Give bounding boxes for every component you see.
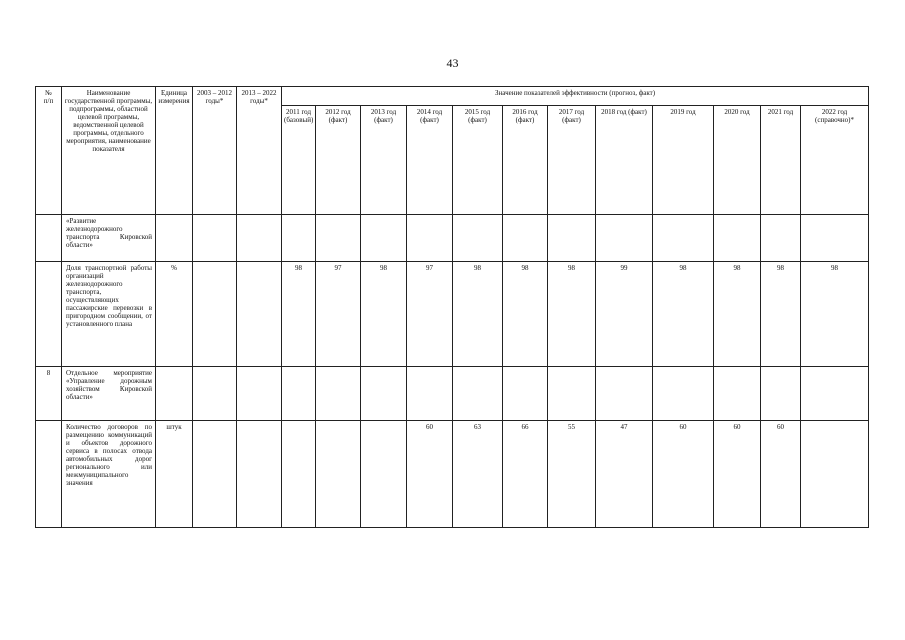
row-value: 66 — [503, 421, 548, 528]
row-value: 98 — [714, 262, 761, 367]
header-num: № п/п — [36, 87, 62, 215]
row-value — [503, 367, 548, 421]
row-unit: штук — [156, 421, 193, 528]
row-num — [36, 215, 62, 262]
row-name: Количество договоров по размещению коммуникаций и объектов дорожного сервиса в полосах отвода автомобильных дорог регионального или межмуниципального значения — [62, 421, 156, 528]
table-row — [36, 215, 869, 262]
table-row — [36, 421, 869, 528]
header-row — [36, 87, 869, 106]
header-year: 2015 год (факт) — [453, 106, 503, 215]
row-unit — [156, 367, 193, 421]
row-value: 63 — [453, 421, 503, 528]
row-value — [407, 367, 453, 421]
row-value — [282, 215, 316, 262]
row-num — [36, 421, 62, 528]
row-period1 — [193, 215, 237, 262]
row-value: 97 — [316, 262, 361, 367]
header-unit: Единица измерения — [156, 87, 193, 215]
row-value: 98 — [282, 262, 316, 367]
row-value: 98 — [453, 262, 503, 367]
row-value: 98 — [801, 262, 869, 367]
header-period-2003-2012: 2003 – 2012 годы* — [193, 87, 237, 215]
row-value — [282, 367, 316, 421]
row-value: 60 — [714, 421, 761, 528]
row-value: 60 — [653, 421, 714, 528]
row-value — [548, 215, 596, 262]
row-period2 — [237, 367, 282, 421]
row-value — [714, 215, 761, 262]
table-row — [36, 367, 869, 421]
header-year: 2013 год (факт) — [361, 106, 407, 215]
row-value — [596, 215, 653, 262]
row-value — [761, 367, 801, 421]
header-year: 2018 год (факт) — [596, 106, 653, 215]
row-value — [653, 367, 714, 421]
row-value — [653, 215, 714, 262]
header-year: 2021 год — [761, 106, 801, 215]
row-period1 — [193, 367, 237, 421]
row-period1 — [193, 262, 237, 367]
header-values-group: Значение показателей эффективности (прогноз, факт) — [282, 87, 869, 106]
row-value — [282, 421, 316, 528]
row-value: 55 — [548, 421, 596, 528]
row-value — [801, 215, 869, 262]
row-value — [801, 421, 869, 528]
row-num — [36, 262, 62, 367]
header-year: 2020 год — [714, 106, 761, 215]
row-name: Доля транспортной работы организаций железнодорожного транспорта, осуществляющих пассажирские перевозки в пригородном сообщении, от установленного плана — [62, 262, 156, 367]
header-year: 2017 год (факт) — [548, 106, 596, 215]
row-value: 98 — [653, 262, 714, 367]
row-value — [316, 421, 361, 528]
row-unit — [156, 215, 193, 262]
row-value — [596, 367, 653, 421]
row-value — [361, 367, 407, 421]
row-unit: % — [156, 262, 193, 367]
header-year: 2019 год — [653, 106, 714, 215]
row-value — [801, 367, 869, 421]
row-value: 98 — [761, 262, 801, 367]
header-year: 2014 год (факт) — [407, 106, 453, 215]
header-period-2013-2022: 2013 – 2022 годы* — [237, 87, 282, 215]
row-value: 60 — [407, 421, 453, 528]
row-name: Отдельное мероприятие «Управление дорожным хозяйством Кировской области» — [62, 367, 156, 421]
row-value — [714, 367, 761, 421]
header-year: 2011 год (базовый) — [282, 106, 316, 215]
row-value: 47 — [596, 421, 653, 528]
row-value: 99 — [596, 262, 653, 367]
table-row — [36, 262, 869, 367]
page-number: 43 — [446, 56, 459, 70]
row-num: 8 — [36, 367, 62, 421]
header-year: 2022 год (справочно)* — [801, 106, 869, 215]
indicators-table — [35, 86, 869, 528]
row-period2 — [237, 421, 282, 528]
row-value — [453, 215, 503, 262]
header-year: 2016 год (факт) — [503, 106, 548, 215]
row-period1 — [193, 421, 237, 528]
row-value — [407, 215, 453, 262]
row-value — [316, 215, 361, 262]
row-value: 98 — [361, 262, 407, 367]
row-value: 60 — [761, 421, 801, 528]
row-value — [361, 421, 407, 528]
row-value: 97 — [407, 262, 453, 367]
row-period2 — [237, 215, 282, 262]
row-value — [361, 215, 407, 262]
row-period2 — [237, 262, 282, 367]
row-value — [761, 215, 801, 262]
row-name: «Развитие железнодорожного транспорта Кировской области» — [62, 215, 156, 262]
header-name: Наименование государственной программы, подпрограммы, областной целевой программы, ведомственной целевой программы, отдельного мероприятия, наименование показателя — [62, 87, 156, 215]
row-value — [503, 215, 548, 262]
row-value — [316, 367, 361, 421]
row-value — [453, 367, 503, 421]
row-value — [548, 367, 596, 421]
header-year: 2012 год (факт) — [316, 106, 361, 215]
row-value: 98 — [503, 262, 548, 367]
row-value: 98 — [548, 262, 596, 367]
